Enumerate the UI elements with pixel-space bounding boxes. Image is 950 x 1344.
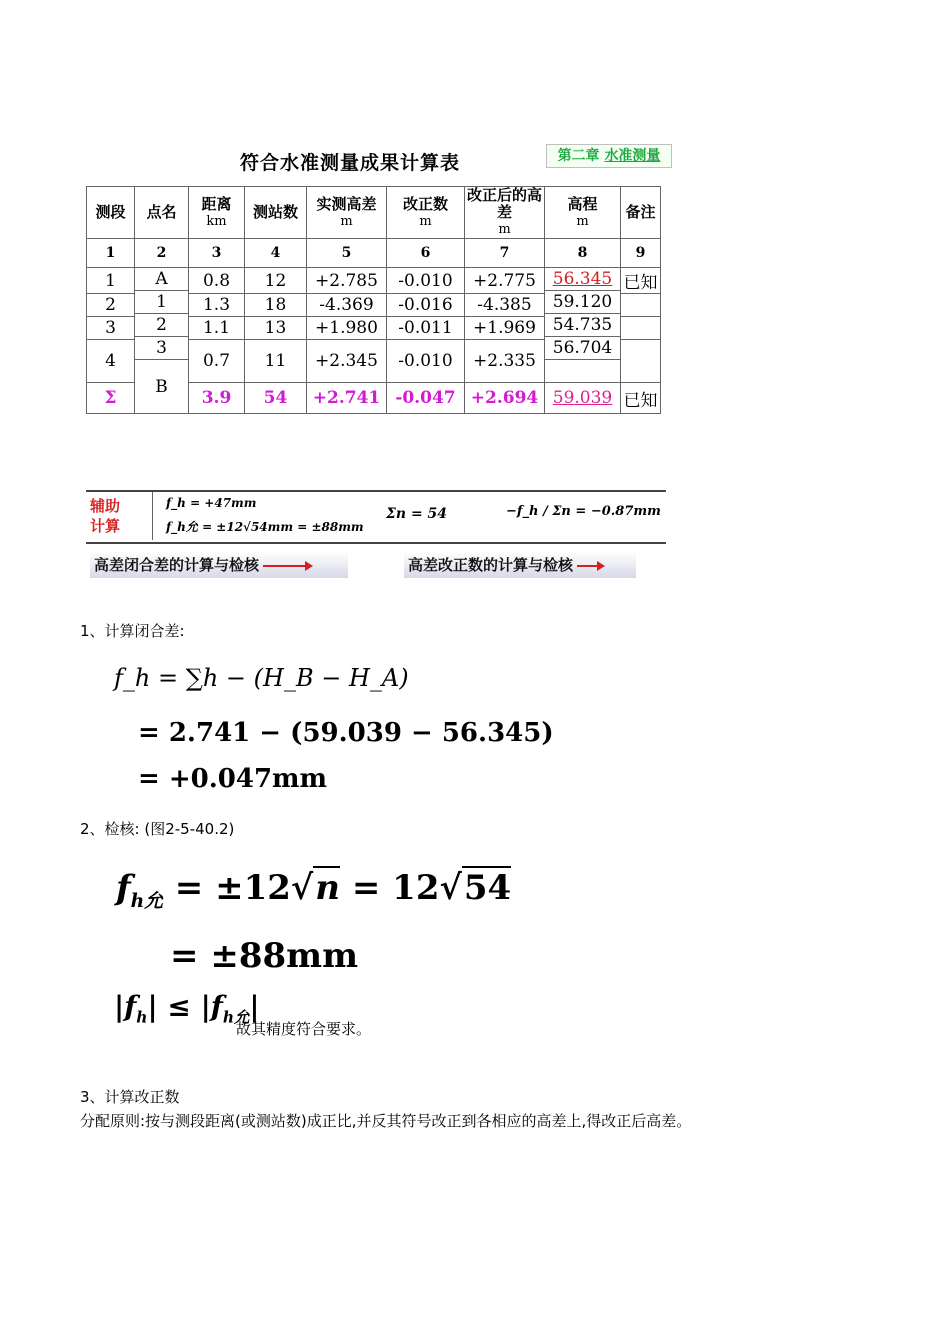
stations: 13 [245,317,307,340]
sum-elevation: 59.039 [545,383,621,414]
point-name: 3 [135,337,189,360]
corrected-diff: +1.969 [465,317,545,340]
sum-correction: -0.047 [387,383,465,414]
point-name: B [135,360,189,414]
remark: 已知 [621,268,661,294]
measured-diff: +2.345 [307,340,387,383]
correction: -0.010 [387,340,465,383]
col-num: 7 [465,239,545,268]
corrected-diff: -4.385 [465,294,545,317]
chapter-suffix: 水准测量 [604,148,661,164]
elevation-empty [545,360,621,383]
col-num: 4 [245,239,307,268]
header-stations: 测站数 [245,187,307,239]
corrected-diff: +2.775 [465,268,545,294]
col-num: 1 [87,239,135,268]
segment-id: 4 [87,340,135,383]
distribution-principle: 分配原则:按与测段距离(或测站数)成正比,并反其符号改正到各相应的高差上,得改正后高差。 [80,1112,692,1130]
sum-corrected: +2.694 [465,383,545,414]
elevation: 54.735 [545,314,621,337]
distance: 0.8 [189,268,245,294]
measured-diff: -4.369 [307,294,387,317]
aux-divider [152,492,153,540]
col-num: 8 [545,239,621,268]
link-closure-check[interactable] [90,552,348,578]
header-corrected: 改正后的高差 m [465,187,545,239]
step2-heading: 2、检核: (图2-5-40.2) [80,820,235,838]
step1-heading: 1、计算闭合差: [80,622,185,640]
header-measured: 实测高差 m [307,187,387,239]
header-point: 点名 [135,187,189,239]
aux-formula-allowed: f_h允 = ±12√54mm = ±88mm [166,520,364,534]
header-seg: 测段 [87,187,135,239]
chapter-tag [546,144,672,168]
eq1-line3: = +0.047mm [138,764,328,794]
correction: -0.011 [387,317,465,340]
segment-id: 1 [87,268,135,294]
eq2-line1: $f_{h允} = \pm 12√n = 12√54$ [116,868,512,912]
measured-diff: +2.785 [307,268,387,294]
aux-formula-per-station: −f_h / Σn = −0.87mm [506,504,661,519]
step3-heading: 3、计算改正数 [80,1088,180,1106]
point-name: 1 [135,291,189,314]
sum-stations: 54 [245,383,307,414]
link-correction-label: 高差改正数的计算与检核 [408,556,574,574]
point-name: 2 [135,314,189,337]
header-remark: 备注 [621,187,661,239]
chapter-prefix: 第二章 [557,148,600,164]
link-closure-label: 高差闭合差的计算与检核 [94,556,260,574]
header-elevation: 高程 m [545,187,621,239]
stations: 18 [245,294,307,317]
header-distance: 距离 km [189,187,245,239]
stations: 11 [245,340,307,383]
header-correction: 改正数 m [387,187,465,239]
remark-empty [621,317,661,340]
distance: 1.1 [189,317,245,340]
eq1-line1: f_h = ∑h − (H_B − H_A) [114,664,409,692]
elevation: 56.345 [545,268,621,291]
leveling-table-figure [80,140,672,580]
sum-symbol: Σ [87,383,135,414]
measured-diff: +1.980 [307,317,387,340]
eq2-line2: = ±88mm [170,936,359,976]
arrow-right-icon [263,565,311,567]
col-num: 3 [189,239,245,268]
eq1-line2: = 2.741 − (59.039 − 56.345) [138,718,554,748]
eq2-inequality: $|f_h| \le |f_{h允}|$ [114,990,260,1027]
correction: -0.010 [387,268,465,294]
header-row [87,187,661,239]
segment-id: 2 [87,294,135,317]
stations: 12 [245,268,307,294]
auxiliary-calc [86,490,666,544]
correction: -0.016 [387,294,465,317]
remark-empty [621,340,661,383]
column-number-row [87,239,661,268]
leveling-table [86,186,661,414]
segment-id: 3 [87,317,135,340]
col-num: 5 [307,239,387,268]
sum-measured: +2.741 [307,383,387,414]
table-row [87,268,661,291]
figure-title: 符合水准测量成果计算表 [240,152,461,174]
corrected-diff: +2.335 [465,340,545,383]
remark-empty [621,294,661,317]
elevation: 59.120 [545,291,621,314]
col-num: 6 [387,239,465,268]
sum-remark: 已知 [621,383,661,414]
col-num: 2 [135,239,189,268]
link-correction-check[interactable] [404,552,636,578]
aux-label: 辅助计算 [90,497,121,535]
sum-distance: 3.9 [189,383,245,414]
aux-formula-sum-n: Σn = 54 [386,506,448,522]
aux-formula-closure: f_h = +47mm [166,496,257,510]
step2-conclusion: 故其精度符合要求。 [236,1020,372,1038]
col-num: 9 [621,239,661,268]
elevation: 56.704 [545,337,621,360]
arrow-right-icon [577,565,603,567]
distance: 1.3 [189,294,245,317]
distance: 0.7 [189,340,245,383]
point-name: A [135,268,189,291]
